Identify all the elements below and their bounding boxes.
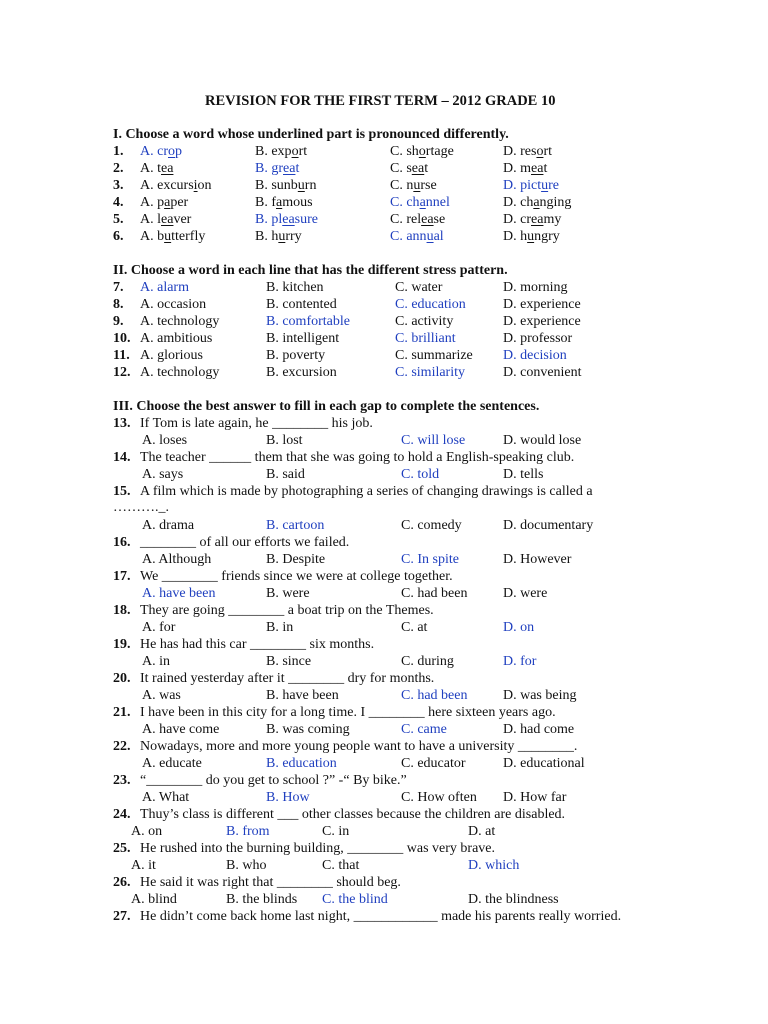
option-text: rse [420,178,437,193]
question-text: He has had this car ________ six months. [140,637,375,652]
underlined-part: ea [411,161,425,176]
answer-option: A. What [142,790,190,805]
option-text: A. t [140,161,161,176]
question-number: 5. [113,212,124,227]
answer-option: D. convenient [503,365,582,380]
question-text: He said it was right that ________ should beg. [140,875,401,890]
answer-option: A. alarm [140,280,189,295]
answer-option [390,212,445,228]
option-text: D. ch [503,195,534,210]
option-text: C. n [390,178,414,193]
answer-option: A. Although [142,552,212,567]
answer-option: B. excursion [266,365,337,380]
option-text: A. p [140,195,165,210]
answer-option: D. decision [503,348,567,363]
answer-option: C. at [401,620,428,635]
option-text: B. exp [255,144,292,159]
answer-option: D. was being [503,688,577,703]
option-text: p [175,144,182,159]
answer-option: A. blind [131,892,177,907]
option-text: C. sh [390,144,419,159]
answer-option [390,161,428,177]
question-number: 13. [113,416,131,431]
underlined-part: a [276,195,283,210]
option-text: rt [298,144,308,159]
answer-option: A. for [142,620,176,635]
option-text: tterfly [171,229,206,244]
answer-option [503,195,571,211]
answer-option: B. intelligent [266,331,340,346]
answer-option: D. morning [503,280,568,295]
answer-option: B. poverty [266,348,326,363]
answer-option [503,144,552,160]
answer-option: A. have come [142,722,220,737]
underlined-part: u [164,229,172,244]
answer-option: D. which [468,858,520,873]
option-text: se [433,212,446,227]
answer-option [140,229,205,245]
option-text: C. rel [390,212,422,227]
question-number: 23. [113,773,131,788]
underlined-part: u [278,229,286,244]
option-text: B. gr [255,161,283,176]
answer-option: B. Despite [266,552,326,567]
answer-option: B. were [266,586,310,601]
answer-option: C. education [395,297,466,312]
answer-option: A. on [131,824,163,839]
option-text: C. ch [390,195,420,210]
option-text: C. ann [390,229,427,244]
answer-option [140,178,212,194]
answer-option: C. had been [401,586,468,601]
answer-option [390,178,437,194]
answer-option: A. technology [140,365,220,380]
question-text: ………._. [113,500,169,515]
answer-option: D. would lose [503,433,582,448]
answer-option: B. from [226,824,270,839]
answer-option: C. came [401,722,447,737]
option-text: al [433,229,444,244]
answer-option: A. technology [140,314,220,329]
underlined-part: o [418,144,426,159]
underlined-part: o [291,144,299,159]
section-heading: III. Choose the best answer to fill in each gap to complete the sentences. [113,399,540,414]
option-text: D. m [503,161,531,176]
answer-option: B. education [266,756,337,771]
underlined-part: u [297,178,305,193]
question-text: We ________ friends since we were at college together. [140,569,453,584]
question-number: 10. [113,331,131,346]
question-number: 25. [113,841,131,856]
answer-option: D. experience [503,314,581,329]
answer-option: C. similarity [395,365,465,380]
answer-option: B. was coming [266,722,350,737]
answer-option: C. brilliant [395,331,456,346]
answer-option: C. will lose [401,433,466,448]
answer-option: C. comedy [401,518,462,533]
underlined-part: ea [531,212,544,227]
question-text: The teacher ______ them that she was going to hold a English-speaking club. [140,450,575,465]
option-text: D. h [503,229,528,244]
underlined-part: o [536,144,544,159]
answer-option: D. were [503,586,548,601]
question-number: 4. [113,195,124,210]
answer-option: A. says [142,467,184,482]
option-text: on [197,178,212,193]
question-number: 12. [113,365,131,380]
underlined-part: u [527,229,535,244]
option-text: rtage [425,144,454,159]
option-text: D. cr [503,212,531,227]
answer-option [503,229,560,245]
answer-option [503,178,559,194]
answer-option: D. had come [503,722,575,737]
question-number: 26. [113,875,131,890]
question-text: A film which is made by photographing a series of changing drawings is called a [140,484,593,499]
answer-option: B. contented [266,297,337,312]
option-text: t [424,161,429,176]
question-number: 22. [113,739,131,754]
answer-option: A. drama [142,518,195,533]
option-text: D. pict [503,178,542,193]
underlined-part: ea [531,161,544,176]
option-text: C. s [390,161,412,176]
question-text: I have been in this city for a long time. I ________ here sixteen years ago. [140,705,556,720]
question-number: 18. [113,603,131,618]
option-text: ngry [534,229,560,244]
answer-option: A. educate [142,756,202,771]
option-text: A. l [140,212,161,227]
answer-option: B. the blinds [226,892,298,907]
underlined-part: ea [421,212,434,227]
answer-option: D. for [503,654,537,669]
answer-option: D. How far [503,790,567,805]
option-text: re [548,178,559,193]
answer-option: A. was [142,688,181,703]
question-text: He rushed into the burning building, ________ was very brave. [140,841,495,856]
question-number: 3. [113,178,124,193]
underlined-part: a [533,195,540,210]
answer-option: C. told [401,467,440,482]
option-text: rry [285,229,302,244]
underlined-part: i [193,178,198,193]
question-number: 14. [113,450,131,465]
option-text: A. b [140,229,165,244]
option-text: B. sunb [255,178,298,193]
underlined-part: u [541,178,549,193]
answer-option [255,195,313,211]
answer-option: B. have been [266,688,339,703]
answer-option: A. in [142,654,170,669]
question-number: 17. [113,569,131,584]
answer-option: D. professor [503,331,573,346]
answer-option: D. experience [503,297,581,312]
question-number: 9. [113,314,124,329]
answer-option: A. it [131,858,156,873]
answer-option: A. ambitious [140,331,213,346]
answer-option: C. had been [401,688,468,703]
underlined-part: u [413,178,421,193]
option-text: ver [173,212,192,227]
page-title: REVISION FOR THE FIRST TERM – 2012 GRADE 10 [205,93,556,109]
answer-option: C. during [401,654,454,669]
answer-option: A. have been [142,586,216,601]
underlined-part: ea [283,161,296,176]
answer-option [140,144,182,160]
option-text: t [295,161,300,176]
question-number: 8. [113,297,124,312]
answer-option: D. However [503,552,572,567]
question-text: If Tom is late again, he ________ his job. [140,416,373,431]
answer-option: A. occasion [140,297,207,312]
question-number: 20. [113,671,131,686]
question-text: Nowadays, more and more young people want to have a university ________. [140,739,578,754]
answer-option [140,161,173,177]
underlined-part: ea [161,161,174,176]
answer-option: D. documentary [503,518,594,533]
question-text: Thuy’s class is different ___ other classes because the children are disabled. [140,807,566,822]
answer-option [255,178,316,194]
answer-option: C. In spite [401,552,459,567]
answer-option: D. educational [503,756,585,771]
question-number: 11. [113,348,130,363]
answer-option [390,195,450,211]
answer-option: B. kitchen [266,280,324,295]
answer-option: C. How often [401,790,477,805]
option-text: D. res [503,144,537,159]
answer-option: B. in [266,620,294,635]
underlined-part: u [426,229,434,244]
answer-option [255,229,302,245]
answer-option [255,212,318,228]
answer-option [140,195,188,211]
option-text: t [543,161,548,176]
option-text: A. excurs [140,178,194,193]
answer-option: B. since [266,654,312,669]
answer-option: A. glorious [140,348,203,363]
answer-option: D. the blindness [468,892,559,907]
question-number: 21. [113,705,131,720]
answer-option [390,144,454,160]
answer-option: D. tells [503,467,544,482]
answer-option: B. who [226,858,267,873]
option-text: my [543,212,562,227]
answer-option: B. said [266,467,305,482]
question-text: They are going ________ a boat trip on the Themes. [140,603,434,618]
answer-option [140,212,191,228]
underlined-part: ea [282,212,295,227]
answer-option [503,212,561,228]
answer-option: C. educator [401,756,466,771]
section-heading: I. Choose a word whose underlined part is pronounced differently. [113,127,509,142]
answer-option: D. on [503,620,535,635]
option-text: per [170,195,189,210]
question-number: 6. [113,229,124,244]
question-number: 19. [113,637,131,652]
question-text: It rained yesterday after it ________ dry for months. [140,671,435,686]
question-number: 1. [113,144,124,159]
question-text: He didn’t come back home last night, ____________ made his parents really worried. [140,909,622,924]
answer-option: C. water [395,280,443,295]
option-text: B. f [255,195,276,210]
question-number: 27. [113,909,131,924]
answer-option: B. How [266,790,310,805]
question-text: ________ of all our efforts we failed. [140,535,350,550]
option-text: mous [282,195,313,210]
question-number: 2. [113,161,124,176]
question-number: 24. [113,807,131,822]
answer-option: C. activity [395,314,454,329]
section-heading: II. Choose a word in each line that has the different stress pattern. [113,263,508,278]
answer-option [255,144,307,160]
underlined-part: a [419,195,426,210]
option-text: rn [304,178,317,193]
option-text: A. cr [140,144,168,159]
underlined-part: ea [161,212,174,227]
answer-option [390,229,444,245]
answer-option: C. that [322,858,360,873]
question-number: 15. [113,484,131,499]
answer-option: A. loses [142,433,188,448]
option-text: B. pl [255,212,283,227]
answer-option: D. at [468,824,496,839]
answer-option [503,161,547,177]
answer-option: B. lost [266,433,303,448]
option-text: B. h [255,229,279,244]
answer-option: C. summarize [395,348,473,363]
answer-option [255,161,299,177]
question-number: 7. [113,280,124,295]
underlined-part: a [164,195,171,210]
answer-option: B. comfortable [266,314,350,329]
option-text: nnel [425,195,450,210]
answer-option: C. the blind [322,892,388,907]
option-text: sure [294,212,318,227]
answer-option: B. cartoon [266,518,325,533]
question-text: “________ do you get to school ?” -“ By bike.” [140,773,407,788]
underlined-part: o [168,144,175,159]
option-text: nging [539,195,572,210]
option-text: rt [543,144,552,159]
answer-option: C. in [322,824,350,839]
question-number: 16. [113,535,131,550]
